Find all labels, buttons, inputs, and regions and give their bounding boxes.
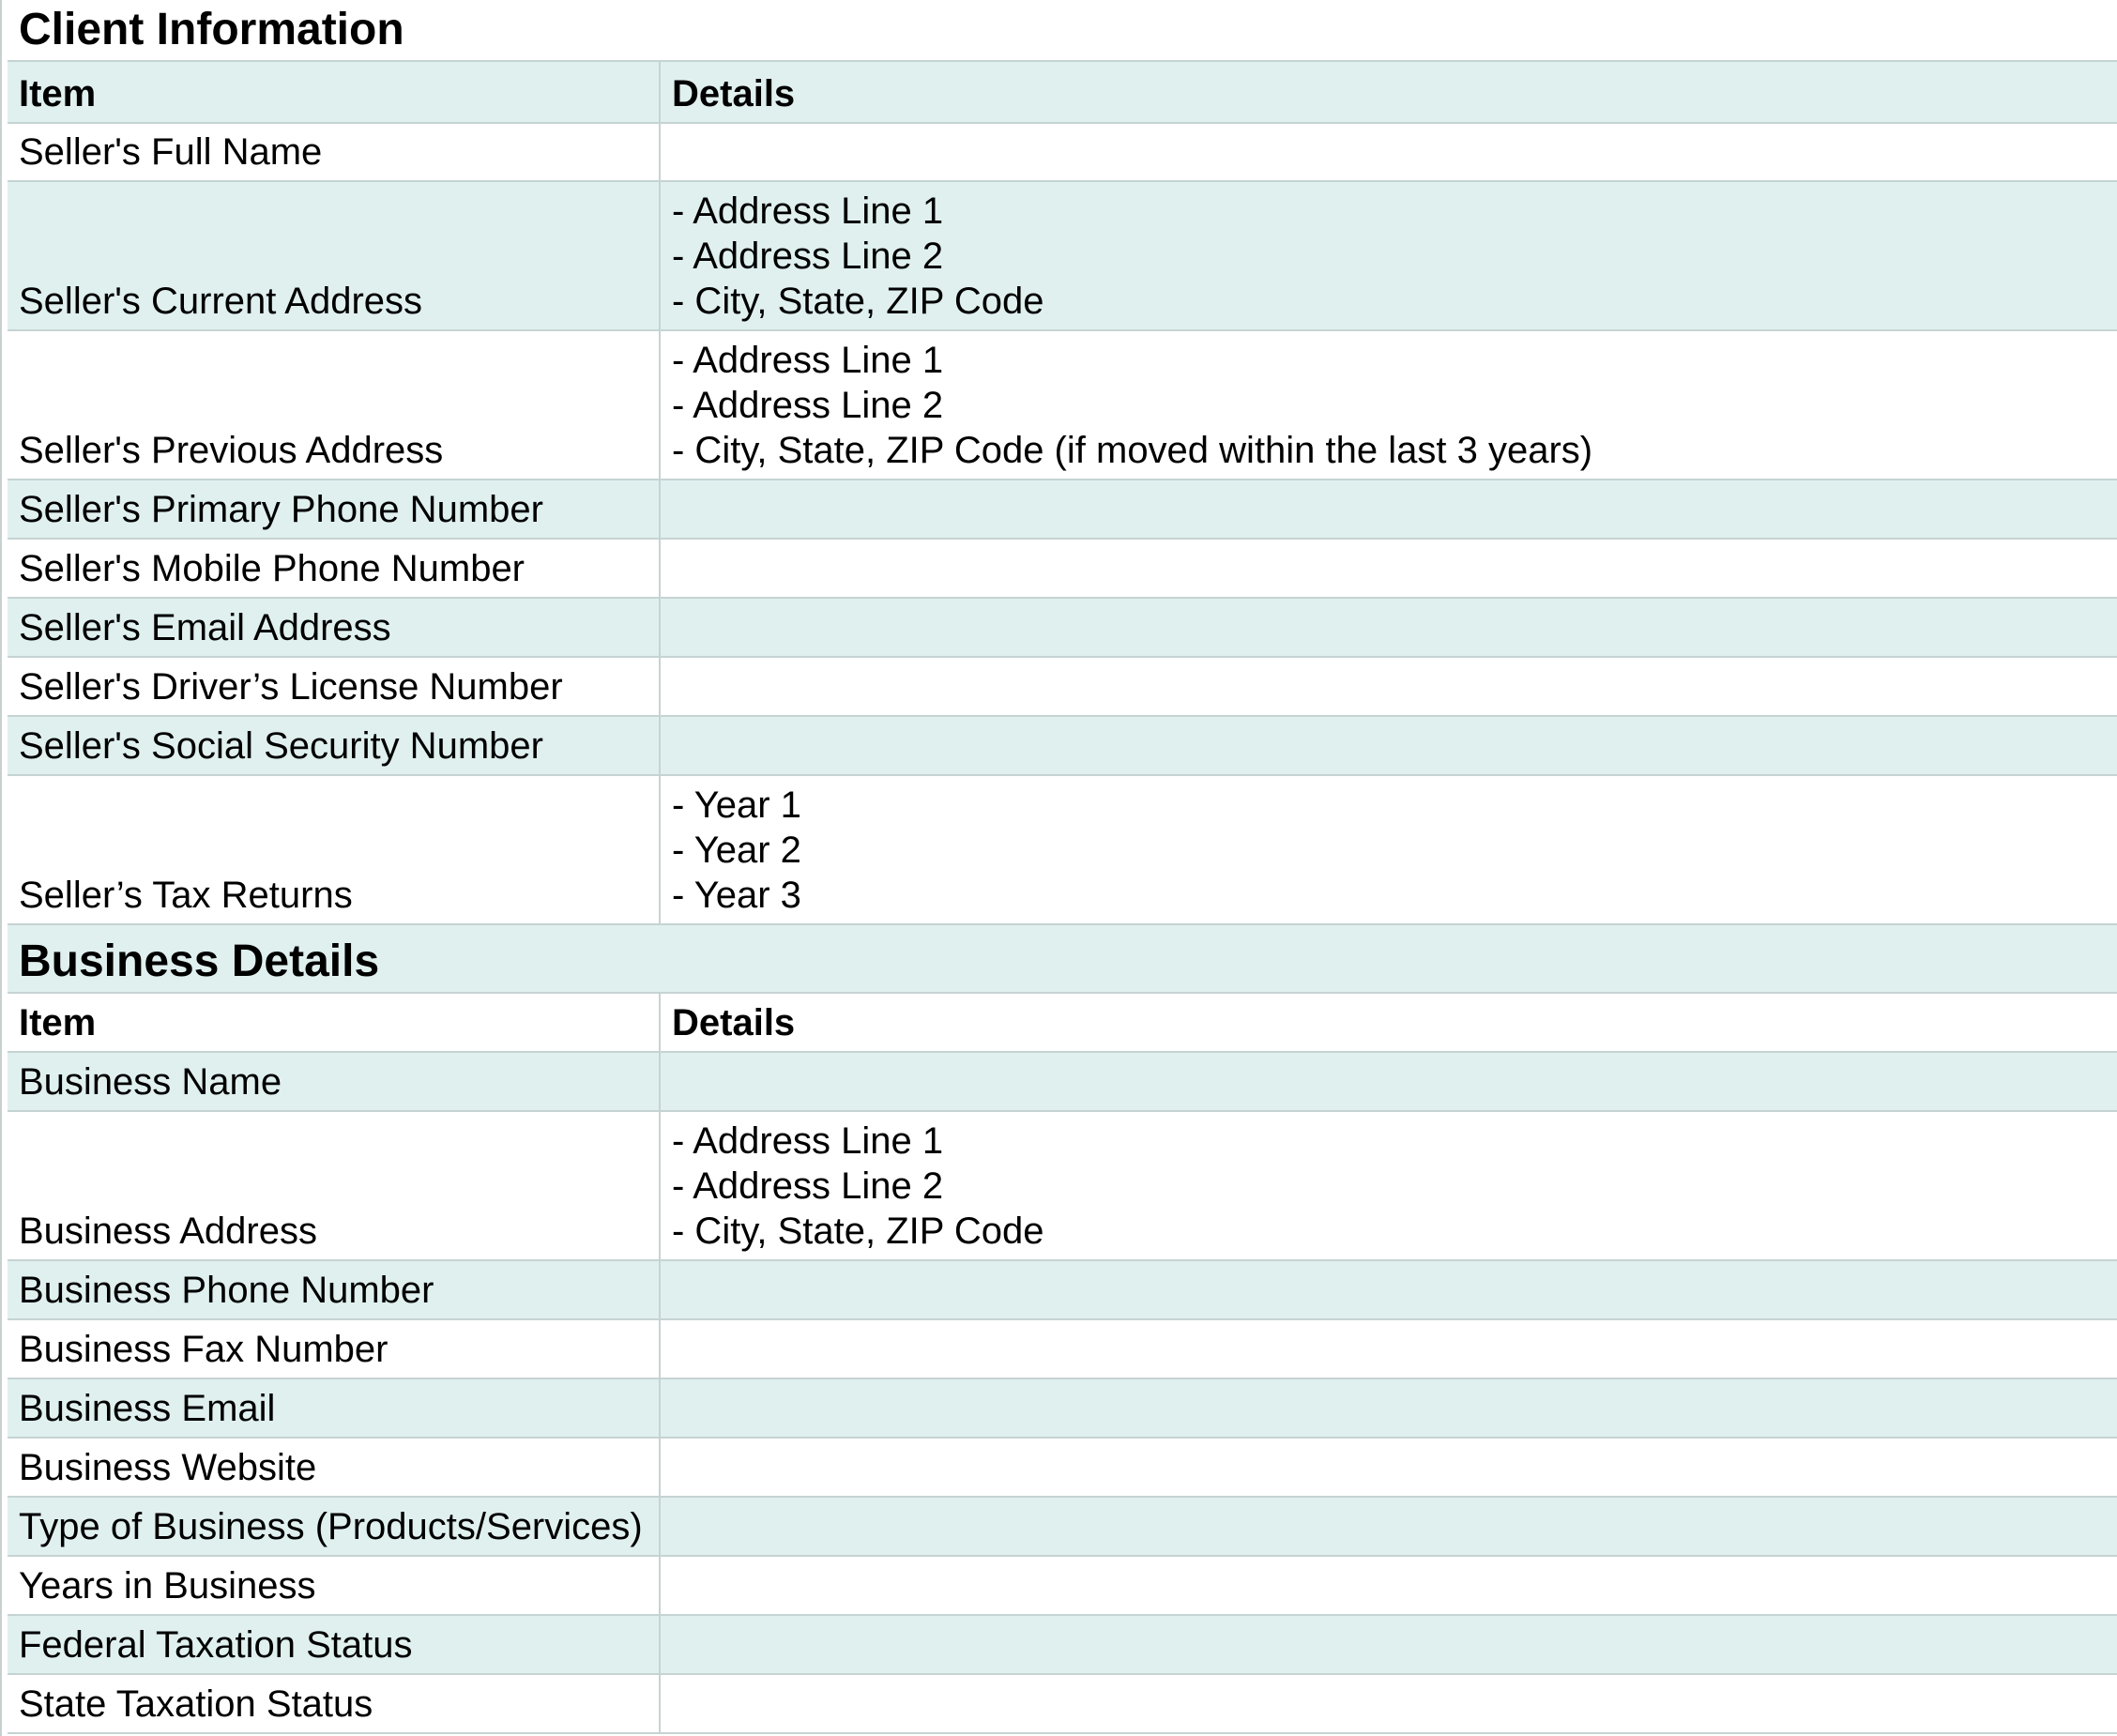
header-details[interactable]: Details — [672, 1002, 796, 1043]
detail-line: - Year 2 — [672, 830, 801, 871]
detail-line: - Address Line 1 — [672, 340, 944, 381]
section-title-client-information[interactable]: Client Information — [19, 5, 404, 54]
header-row[interactable] — [8, 994, 2117, 1053]
table-row[interactable] — [8, 717, 2117, 776]
table-row[interactable] — [8, 1439, 2117, 1498]
detail-line: - Address Line 2 — [672, 1165, 944, 1207]
details-cell[interactable] — [661, 1498, 2117, 1555]
header-item[interactable]: Item — [8, 62, 661, 122]
item-cell[interactable]: Business Fax Number — [8, 1320, 661, 1378]
details-cell[interactable] — [661, 599, 2117, 656]
table-row[interactable] — [8, 1675, 2117, 1734]
section-title-business-details[interactable]: Business Details — [19, 937, 380, 986]
item-cell[interactable]: Type of Business (Products/Services) — [8, 1498, 661, 1555]
detail-line: - Address Line 2 — [672, 236, 944, 277]
detail-line: - City, State, ZIP Code — [672, 1211, 1044, 1252]
item-cell[interactable]: Years in Business — [8, 1557, 661, 1614]
item-cell[interactable]: Business Website — [8, 1439, 661, 1496]
details-cell[interactable] — [661, 1557, 2117, 1614]
table-row[interactable] — [8, 1320, 2117, 1379]
table-row[interactable] — [8, 1616, 2117, 1675]
item-cell[interactable]: Seller's Current Address — [8, 182, 661, 329]
item-cell[interactable]: Seller's Primary Phone Number — [8, 480, 661, 538]
item-cell[interactable]: Seller's Social Security Number — [8, 717, 661, 774]
header-details[interactable]: Details — [672, 73, 796, 114]
detail-line: - Year 3 — [672, 875, 801, 916]
table-row[interactable] — [8, 480, 2117, 540]
details-cell[interactable] — [661, 182, 2117, 329]
item-cell[interactable]: Seller's Full Name — [8, 124, 661, 180]
table-row[interactable] — [8, 182, 2117, 331]
header-row[interactable] — [8, 62, 2117, 124]
details-cell[interactable] — [661, 1112, 2117, 1259]
item-cell[interactable]: Business Name — [8, 1053, 661, 1110]
detail-line: - Year 1 — [672, 784, 801, 826]
detail-line: - Address Line 1 — [672, 1120, 944, 1162]
details-cell[interactable] — [661, 1616, 2117, 1673]
detail-line: - Address Line 1 — [672, 190, 944, 232]
details-cell[interactable] — [661, 1675, 2117, 1732]
details-cell[interactable] — [661, 1261, 2117, 1318]
item-cell[interactable]: Business Address — [8, 1112, 661, 1259]
table-row[interactable] — [8, 540, 2117, 599]
table-row[interactable] — [8, 1112, 2117, 1261]
item-cell[interactable]: Business Phone Number — [8, 1261, 661, 1318]
table-row[interactable] — [8, 776, 2117, 925]
table-row[interactable] — [8, 124, 2117, 182]
table-row[interactable] — [8, 1557, 2117, 1616]
details-cell[interactable] — [661, 331, 2117, 479]
details-cell[interactable] — [661, 124, 2117, 180]
section-title-row[interactable] — [8, 0, 2117, 62]
section-title-row[interactable] — [8, 925, 2117, 994]
item-cell[interactable]: Seller's Driver’s License Number — [8, 658, 661, 715]
details-cell[interactable] — [661, 1439, 2117, 1496]
table-row[interactable] — [8, 658, 2117, 717]
detail-line: - Address Line 2 — [672, 385, 944, 426]
details-cell[interactable] — [661, 1379, 2117, 1437]
details-cell[interactable] — [661, 1320, 2117, 1378]
item-cell[interactable]: Business Email — [8, 1379, 661, 1437]
table-row[interactable] — [8, 1379, 2117, 1439]
table-row[interactable] — [8, 1261, 2117, 1320]
details-cell[interactable] — [661, 717, 2117, 774]
details-cell[interactable] — [661, 776, 2117, 923]
item-cell[interactable]: Federal Taxation Status — [8, 1616, 661, 1673]
details-cell[interactable] — [661, 480, 2117, 538]
table-row[interactable] — [8, 331, 2117, 480]
details-cell[interactable] — [661, 540, 2117, 597]
table-row[interactable] — [8, 1053, 2117, 1112]
detail-line: - City, State, ZIP Code — [672, 281, 1044, 322]
item-cell[interactable]: Seller's Mobile Phone Number — [8, 540, 661, 597]
item-cell[interactable]: State Taxation Status — [8, 1675, 661, 1732]
item-cell[interactable]: Seller's Email Address — [8, 599, 661, 656]
detail-line: - City, State, ZIP Code (if moved within the last 3 years) — [672, 430, 1593, 471]
header-item[interactable]: Item — [8, 994, 661, 1051]
item-cell[interactable]: Seller’s Tax Returns — [8, 776, 661, 923]
details-cell[interactable] — [661, 1053, 2117, 1110]
details-cell[interactable] — [661, 658, 2117, 715]
table-row[interactable] — [8, 1498, 2117, 1557]
item-cell[interactable]: Seller's Previous Address — [8, 331, 661, 479]
table-row[interactable] — [8, 599, 2117, 658]
